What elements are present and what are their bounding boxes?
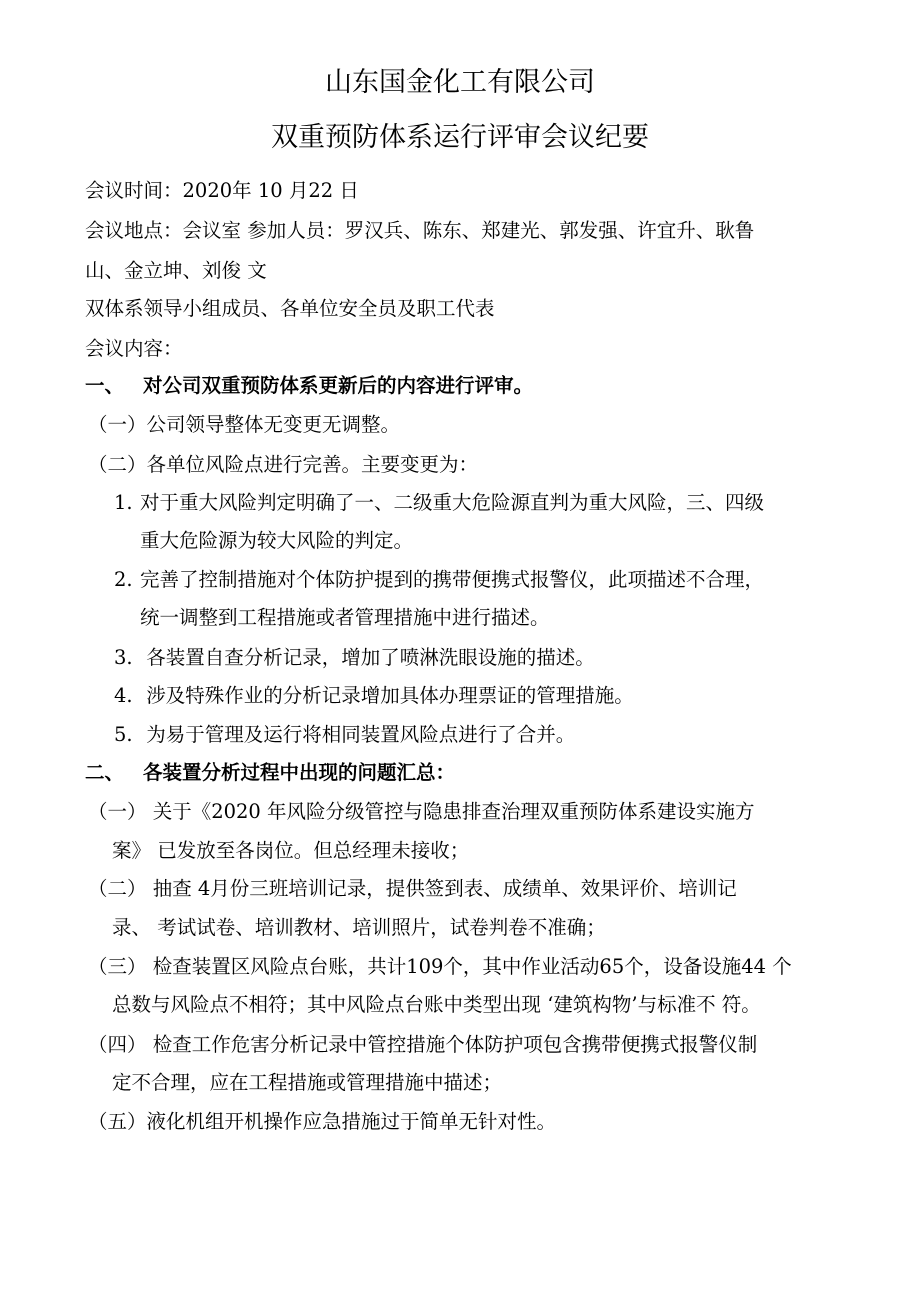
issue-item-continuation: 案》 已发放至各岗位。但总经理未接收； <box>112 839 470 862</box>
list-item-text: 对于重大风险判定明确了一、二级重大危险源直判为重大风险，三、四级 <box>140 491 765 514</box>
list-item <box>114 722 575 748</box>
issue-item: （五）液化机组开机操作应急措施过于简单无针对性。 <box>88 1110 557 1133</box>
section-1-title: 对公司双重预防体系更新后的内容进行评审。 <box>143 374 534 397</box>
meeting-time: 会议时间：2020年 10 月22 日 <box>85 179 359 202</box>
company-name: 山东国金化工有限公司 <box>325 67 595 98</box>
list-item-text: 涉及特殊作业的分析记录增加具体办理票证的管理措施。 <box>140 684 634 707</box>
document-title: 双重预防体系运行评审会议纪要 <box>271 122 649 153</box>
list-item <box>114 645 595 671</box>
section-1-sub-1: （一）公司领导整体无变更无调整。 <box>88 413 401 436</box>
section-1-sub-2: （二）各单位风险点进行完善。主要变更为： <box>88 453 479 476</box>
meeting-location: 会议地点：会议室 参加人员：罗汉兵、陈东、郑建光、郭发强、许宜升、耿鲁 <box>85 219 755 242</box>
issue-item: （四） 检查工作危害分析记录中管控措施个体防护项包含携带便携式报警仪制 <box>88 1033 758 1056</box>
list-item-number: 3. <box>114 646 133 669</box>
issue-item-continuation: 总数与风险点不相符；其中风险点台账中类型出现 ‘建筑构物’与标准不 符。 <box>112 993 761 1016</box>
list-item-text: 为易于管理及运行将相同装置风险点进行了合并。 <box>140 723 576 746</box>
list-item-number: 4. <box>114 684 133 707</box>
list-item-number: 2. <box>114 568 133 591</box>
list-item-number: 5. <box>114 723 133 746</box>
list-item-continuation: 统一调整到工程措施或者管理措施中进行描述。 <box>140 606 550 629</box>
list-item-text: 完善了控制措施对个体防护提到的携带便携式报警仪，此项描述不合理， <box>140 568 765 591</box>
section-2-number: 二、 <box>85 761 125 784</box>
list-item-number: 1. <box>114 491 133 514</box>
meeting-attendees-groups: 双体系领导小组成员、各单位安全员及职工代表 <box>85 297 495 320</box>
section-2-title: 各装置分析过程中出现的问题汇总： <box>143 761 456 784</box>
section-2-heading <box>85 760 455 786</box>
list-item <box>114 490 764 516</box>
issue-item: （三） 检查装置区风险点台账，共计109个，其中作业活动65个，设备设施44 个 <box>88 955 792 978</box>
list-item-continuation: 重大危险源为较大风险的判定。 <box>140 529 414 552</box>
list-item <box>114 567 764 593</box>
issue-item-continuation: 录、 考试试卷、培训教材、培训照片，试卷判卷不准确； <box>112 916 606 939</box>
issue-item: （一） 关于《2020 年风险分级管控与隐患排查治理双重预防体系建设实施方 <box>88 800 755 823</box>
issue-item-continuation: 定不合理，应在工程措施或管理措施中描述； <box>112 1071 503 1094</box>
meeting-attendees-cont: 山、金立坤、刘俊 文 <box>85 259 267 282</box>
section-1-heading <box>85 373 533 399</box>
section-1-number: 一、 <box>85 374 125 397</box>
issue-item: （二） 抽查 4月份三班培训记录，提供签到表、成绩单、效果评价、培训记 <box>88 877 737 900</box>
list-item <box>114 683 634 709</box>
meeting-content-label: 会议内容： <box>85 337 183 360</box>
list-item-text: 各装置自查分析记录，增加了喷淋洗眼设施的描述。 <box>140 646 595 669</box>
